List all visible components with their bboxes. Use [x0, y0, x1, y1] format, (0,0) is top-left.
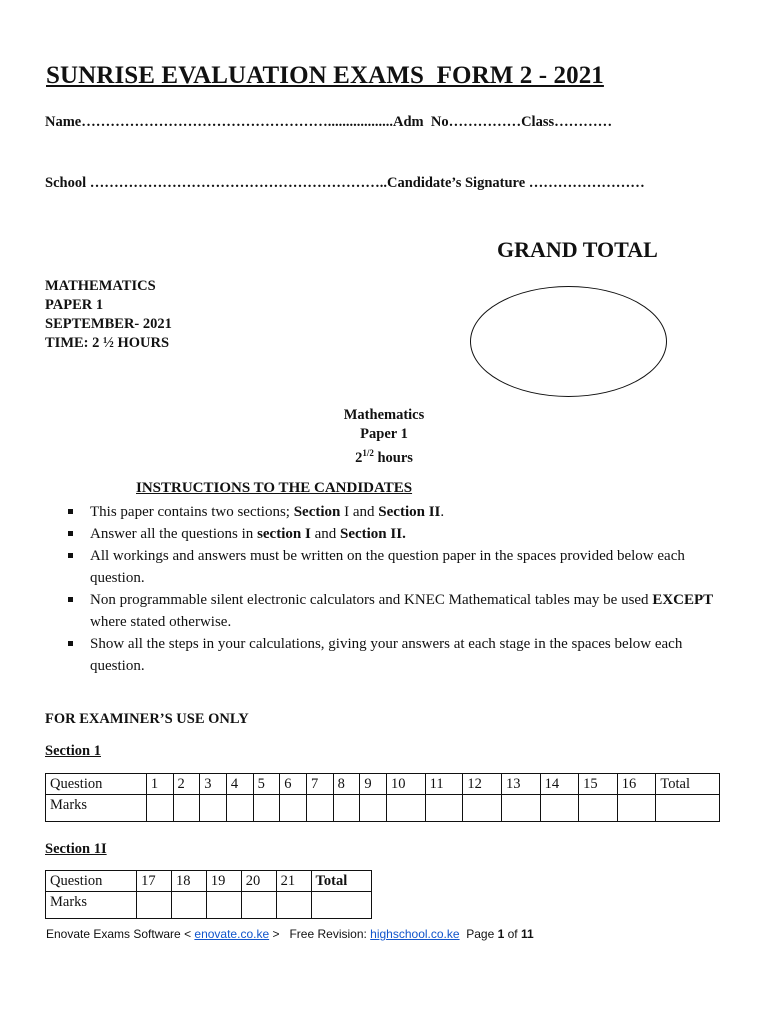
marks-input-cell[interactable]: [425, 795, 463, 822]
instruction-item: [64, 545, 724, 589]
bullet-icon: [68, 553, 73, 558]
section2-marks-table: [45, 870, 372, 919]
marks-input-cell[interactable]: [146, 795, 173, 822]
marks-input-cell[interactable]: [501, 795, 540, 822]
marks-row-label: Marks: [46, 795, 147, 822]
marks-input-cell[interactable]: [306, 795, 333, 822]
marks-row-label: Marks: [46, 892, 137, 919]
duration-unit: hours: [373, 449, 413, 466]
instruction-text: Answer all the questions in: [90, 526, 258, 542]
question-number-cell: 12: [463, 774, 502, 795]
question-number-cell: 17: [137, 871, 172, 892]
section2-heading: Section 1I: [45, 841, 107, 857]
meta-time: TIME: 2 ½ HOURS: [45, 335, 170, 351]
marks-input-cell[interactable]: [540, 795, 579, 822]
meta-paper: PAPER 1: [45, 297, 104, 313]
instruction-text: Section II.: [339, 526, 406, 542]
instruction-item: [64, 523, 724, 545]
question-number-cell: 10: [387, 774, 426, 795]
footer-page-prefix: Page: [459, 927, 498, 941]
question-row-label: Question: [46, 774, 147, 795]
instruction-text: Section II: [378, 504, 441, 520]
footer-page-num: 1: [497, 927, 505, 941]
marks-input-cell[interactable]: [463, 795, 502, 822]
duration-fraction: 1/2: [362, 448, 374, 458]
instruction-text: and: [310, 526, 340, 542]
question-number-cell: 6: [280, 774, 307, 795]
marks-input-cell[interactable]: [173, 795, 200, 822]
paper-center-block: [300, 406, 468, 468]
center-duration: [300, 444, 468, 468]
question-number-cell: 5: [253, 774, 280, 795]
bullet-icon: [68, 531, 73, 536]
question-number-cell: 21: [276, 871, 311, 892]
marks-input-cell[interactable]: [200, 795, 227, 822]
instruction-item: [64, 501, 724, 523]
total-header-cell: Total: [656, 774, 720, 795]
highschool-link[interactable]: highschool.co.ke: [370, 927, 460, 941]
instruction-text: EXCEPT: [652, 592, 714, 608]
instruction-text: All workings and answers must be written on the question paper in the spaces provided below each question.: [90, 548, 685, 586]
footer-of: of: [504, 927, 521, 941]
question-number-cell: 2: [173, 774, 200, 795]
instruction-text: Section: [293, 504, 341, 520]
marks-input-cell[interactable]: [241, 892, 276, 919]
instruction-item: [64, 633, 724, 677]
total-marks-cell[interactable]: [311, 892, 371, 919]
marks-input-cell[interactable]: [253, 795, 280, 822]
footer-page-total: 11: [520, 927, 534, 941]
section1-marks-table: [45, 773, 720, 822]
marks-input-cell[interactable]: [280, 795, 307, 822]
paper-meta: [45, 277, 172, 353]
exam-title: SUNRISE EVALUATION EXAMS FORM 2 - 2021: [46, 62, 604, 89]
question-number-cell: 13: [501, 774, 540, 795]
footer-middle: > Free Revision:: [269, 927, 371, 941]
meta-subject: MATHEMATICS: [45, 278, 156, 294]
question-row-label: Question: [46, 871, 137, 892]
question-number-cell: 4: [226, 774, 253, 795]
question-number-cell: 14: [540, 774, 579, 795]
instruction-text: Show all the steps in your calculations, giving your answers at each stage in the spaces below each question.: [90, 636, 683, 674]
marks-input-cell[interactable]: [137, 892, 172, 919]
bullet-icon: [68, 641, 73, 646]
grand-total-label: GRAND TOTAL: [497, 237, 658, 262]
section1-heading: Section 1: [45, 743, 101, 759]
question-number-cell: 15: [579, 774, 618, 795]
question-number-cell: 18: [171, 871, 206, 892]
question-number-cell: 20: [241, 871, 276, 892]
marks-input-cell[interactable]: [387, 795, 426, 822]
duration-whole: 2: [355, 449, 363, 466]
question-number-cell: 11: [425, 774, 463, 795]
school-signature-line: School ……………………………………………………..Candidate’s Signature ……………………: [45, 175, 645, 191]
bullet-icon: [68, 597, 73, 602]
question-number-cell: 7: [306, 774, 333, 795]
total-marks-cell[interactable]: [656, 795, 720, 822]
enovate-link[interactable]: enovate.co.ke: [194, 927, 270, 941]
question-number-cell: 9: [360, 774, 387, 795]
question-number-cell: 1: [146, 774, 173, 795]
instruction-item: [64, 589, 724, 633]
instruction-text: section I: [257, 526, 311, 542]
question-number-cell: 3: [200, 774, 227, 795]
marks-input-cell[interactable]: [333, 795, 360, 822]
center-subject: Mathematics: [343, 407, 425, 423]
meta-date: SEPTEMBER- 2021: [45, 316, 172, 332]
instruction-text: .: [440, 504, 445, 520]
marks-input-cell[interactable]: [360, 795, 387, 822]
question-number-cell: 16: [617, 774, 656, 795]
examiner-use-label: FOR EXAMINER’S USE ONLY: [45, 711, 249, 727]
marks-input-cell[interactable]: [206, 892, 241, 919]
instruction-text: Non programmable silent electronic calculators and KNEC Mathematical tables may be used: [90, 592, 653, 608]
bullet-icon: [68, 509, 73, 514]
center-paper: Paper 1: [360, 426, 408, 442]
marks-input-cell[interactable]: [226, 795, 253, 822]
instructions-list: [64, 501, 724, 677]
total-header-cell: Total: [311, 871, 371, 892]
footer-prefix: Enovate Exams Software <: [46, 927, 195, 941]
footer: [46, 927, 534, 941]
marks-input-cell[interactable]: [171, 892, 206, 919]
marks-input-cell[interactable]: [579, 795, 618, 822]
question-number-cell: 19: [206, 871, 241, 892]
instruction-text: where stated otherwise.: [90, 614, 232, 630]
marks-input-cell[interactable]: [617, 795, 656, 822]
grand-total-oval: [470, 286, 667, 397]
instructions-heading: INSTRUCTIONS TO THE CANDIDATES: [136, 480, 413, 496]
question-number-cell: 8: [333, 774, 360, 795]
marks-input-cell[interactable]: [276, 892, 311, 919]
instruction-text: I and: [340, 504, 379, 520]
name-adm-class-line: Name……………………………………………..................Adm No……………Class…………: [45, 114, 613, 130]
instruction-text: This paper contains two sections;: [90, 504, 294, 520]
